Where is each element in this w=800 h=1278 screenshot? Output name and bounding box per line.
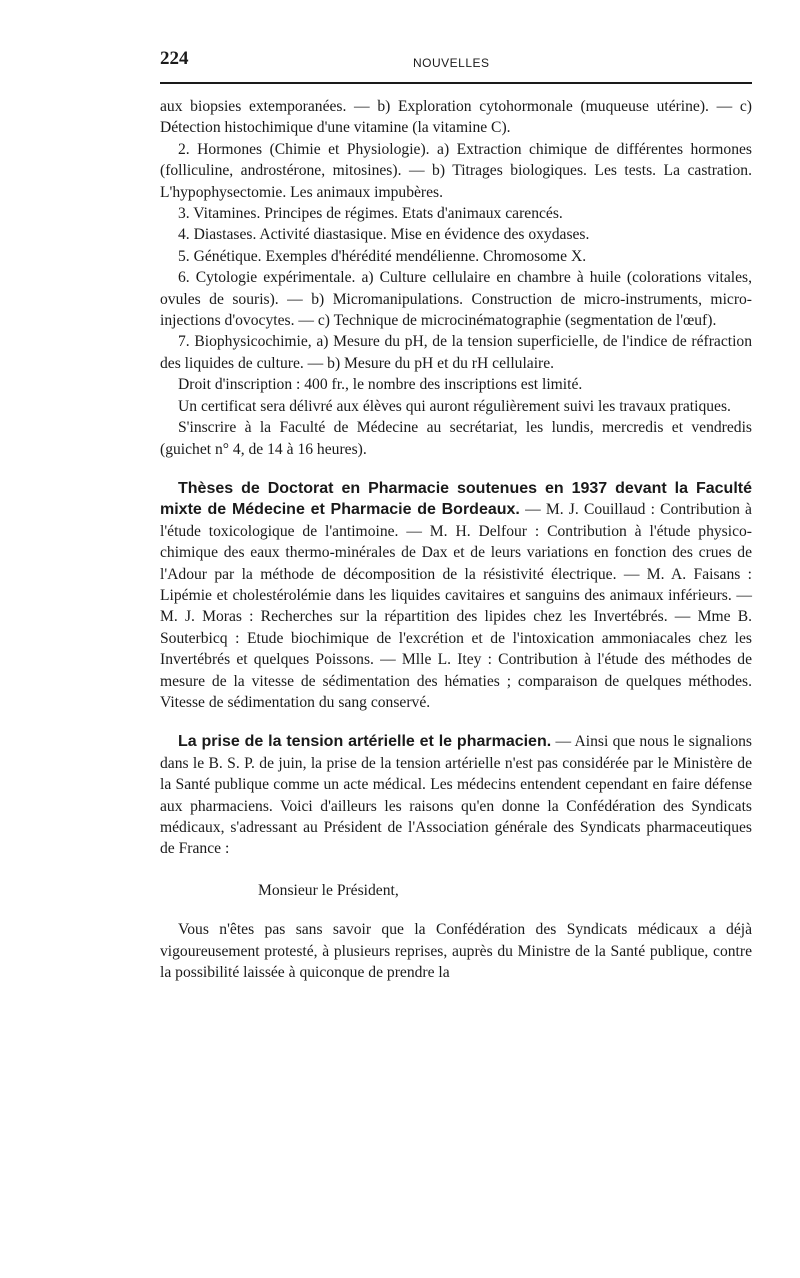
paragraph-biophysicochimie: 7. Biophysicochimie, a) Mesure du pH, de la tension superficielle, de l'indice de réfraction des liquides de culture. — b) Mesure du pH et du rH cellulaire.	[160, 333, 752, 372]
page-number: 224	[160, 48, 189, 69]
section-heading-theses: Thèses de Doctorat en Pharmacie soutenues en 1937 devant la Faculté mixte de Médecine et Pharmacie de Bordeaux.	[160, 479, 752, 519]
section-heading-tension: La prise de la tension artérielle et le pharmacien.	[178, 733, 552, 751]
paragraph-continuation: aux biopsies extemporanées. — b) Exploration cytohormonale (muqueuse utérine). — c) Détection histochimique d'une vitamine (la vitamine C).	[160, 98, 752, 137]
paragraph-genetique: 5. Génétique. Exemples d'hérédité mendélienne. Chromosome X.	[178, 247, 587, 265]
paragraph-vitamines: 3. Vitamines. Principes de régimes. Etats d'animaux carencés.	[178, 205, 563, 223]
body-text	[160, 96, 752, 983]
paragraph-cytologie: 6. Cytologie expérimentale. a) Culture cellulaire en chambre à huile (colorations vitales, ovules de souris). — b) Micromanipulations. Construction de micro-instruments, micro-injections d'ovocytes. — c) Technique de microcinématographie (segmentation de l'œuf).	[160, 269, 752, 330]
letter-body: Vous n'êtes pas sans savoir que la Confédération des Syndicats médicaux a déjà vigoureusement protesté, à plusieurs reprises, auprès du Ministre de la Santé publique, contre la possibilité laissée à quiconque de prendre la	[160, 921, 752, 982]
section-text-theses: — M. J. Couillaud : Contribution à l'étude toxicologique de l'antimoine. — M. H. Delfour : Contribution à l'étude physico-chimique des eaux thermo-minérales de Dax et de leurs variations en fonction des crues de l'Adour par la méthode de décomposition de la résistivité électrique. — M. A. Faisans : Lipémie et cholestérolémie dans les liquides cavitaires et sanguins des animaux inférieurs. — M. J. Moras : Recherches sur la répartition des lipides chez les Invertébrés. — Mme B. Souterbicq : Etude biochimique de l'excrétion et de l'intoxication ammoniacales chez les Invertébrés et quelques Poissons. — Mlle L. Itey : Contribution à l'étude des méthodes de mesure de la vitesse de sédimentation des hématies ; comparaison de quelques méthodes. Vitesse de sédimentation du sang conservé.	[160, 501, 752, 711]
section-theses	[160, 478, 752, 713]
letter-spacer	[160, 901, 752, 919]
page-header	[160, 48, 752, 74]
paragraph-inscription-fee: Droit d'inscription : 400 fr., le nombre des inscriptions est limité.	[178, 376, 583, 394]
paragraph-diastases: 4. Diastases. Activité diastasique. Mise en évidence des oxydases.	[178, 226, 590, 244]
header-rule	[160, 82, 752, 84]
section-tension	[160, 731, 752, 859]
paragraph-inscription-info: S'inscrire à la Faculté de Médecine au secrétariat, les lundis, mercredis et vendredis (guichet n° 4, de 14 à 16 heures).	[160, 419, 752, 458]
paragraph-hormones: 2. Hormones (Chimie et Physiologie). a) Extraction chimique de différentes hormones (folliculine, androstérone, mitosines). — b) Titrages biologiques. Les tests. La castration. L'hypophysectomie. Les animaux impubères.	[160, 140, 752, 201]
section-spacer	[160, 713, 752, 731]
letter-salutation: Monsieur le Président,	[258, 881, 399, 899]
paragraph-certificat: Un certificat sera délivré aux élèves qui auront régulièrement suivi les travaux pratiques.	[178, 397, 731, 415]
section-spacer	[160, 460, 752, 478]
section-text-tension: — Ainsi que nous le signalions dans le B. S. P. de juin, la prise de la tension artérielle n'est pas considérée par le Ministère de la Santé publique comme un acte médical. Les médecins entendent cependant en faire défense aux pharmaciens. Voici d'ailleurs les raisons qu'en donne la Confédération des Syndicats médicaux, s'adressant au Président de l'Association générale des Syndicats pharmaceutiques de France :	[160, 733, 752, 858]
running-title: NOUVELLES	[413, 56, 490, 70]
letter-spacer	[160, 860, 752, 880]
